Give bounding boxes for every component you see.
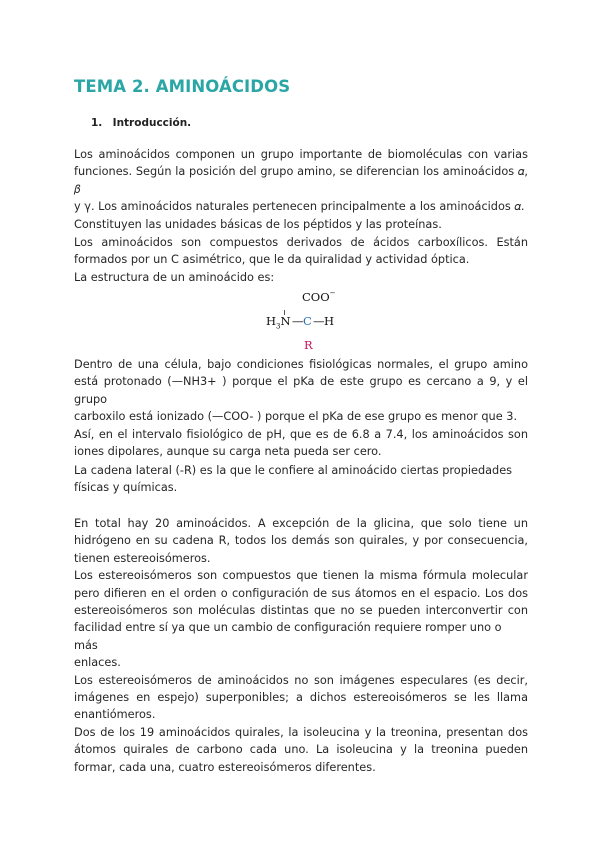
text-line: La estructura de un aminoácido es: <box>74 270 275 284</box>
text-line: está protonado (—NH3+ ) porque el pKa de este grupo es cercano a 9, y el grupo <box>74 375 528 406</box>
text-line: y γ. Los aminoácidos naturales pertenecen principalmente a los aminoácidos 𝛼. <box>74 200 525 214</box>
paragraph-physiology <box>74 356 528 460</box>
text-line: La cadena lateral (-R) es la que le confiere al aminoácido ciertas propiedades <box>74 464 513 477</box>
text-line: enantiómeros. <box>74 708 156 722</box>
text-line: imágenes en espejo) superponibles; a dichos estereoisómeros se les llama <box>74 691 528 705</box>
paragraph-side-chain <box>74 462 528 497</box>
text-line: formados por un C asimétrico, que le da quiralidad y actividad óptica. <box>74 253 470 267</box>
carboxylate-charge: − <box>329 289 336 298</box>
hydrogen: H <box>324 314 335 328</box>
carboxylate-label: COO <box>302 290 330 304</box>
text-line: carboxilo está ionizado (—COO- ) porque el pKa de ese grupo es menor que 3. <box>74 410 518 424</box>
page-title: TEMA 2. AMINOÁCIDOS <box>74 77 291 96</box>
section-label: Introducción. <box>112 117 192 129</box>
text-line: Los aminoácidos componen un grupo importante de biomoléculas con varias <box>74 148 528 161</box>
text-line: Dentro de una célula, bajo condiciones fisiológicas normales, el grupo amino <box>74 358 528 371</box>
text-line: Constituyen las unidades básicas de los péptidos y las proteínas. <box>74 217 442 231</box>
amino-sub: 3 <box>276 322 281 331</box>
text-line: formar, cada una, cuatro estereoisómeros diferentes. <box>74 760 376 774</box>
alpha-carbon: C <box>303 314 312 328</box>
text-line: iones dipolares, aunque su carga neta pueda ser cero. <box>74 445 382 459</box>
text-line: Los estereoisómeros de aminoácidos no son imágenes especulares (es decir, <box>74 673 528 687</box>
text-line: hidrógeno en su cadena R, todos los demás son quirales, y por consecuencia, <box>74 534 528 548</box>
text-line: físicas y químicas. <box>74 481 178 495</box>
text-line: pero difieren en el orden o configuración de sus átomos en el espacio. Los dos <box>74 586 528 600</box>
amino-n: N <box>280 314 291 328</box>
text-line: Así, en el intervalo fisiológico de pH, que es de 6.8 a 7.4, los aminoácidos son <box>74 427 528 441</box>
text-line: átomos quirales de carbono cada uno. La isoleucina y la treonina pueden <box>74 743 528 757</box>
paragraph-definition <box>74 234 528 286</box>
amino-group <box>266 314 291 330</box>
text-line: Dos de los 19 aminoácidos quirales, la isoleucina y la treonina, presentan dos <box>74 725 528 739</box>
amino-h: H <box>266 314 277 328</box>
text-line: enlaces. <box>74 656 121 670</box>
text-line: tienen estereoisómeros. <box>74 551 211 565</box>
section-number: 1. <box>91 117 103 129</box>
text-line: estereoisómeros son moléculas distintas que no se pueden interconvertir con <box>74 604 528 618</box>
text-line: funciones. Según la posición del grupo amino, se diferencian los aminoácidos 𝛼, 𝛽 <box>74 165 528 196</box>
text-line: En total hay 20 aminoácidos. A excepción de la glicina, que solo tiene un <box>74 517 528 530</box>
bond-right: — <box>313 314 325 328</box>
bond-left: — <box>292 314 304 328</box>
text-line: Los aminoácidos son compuestos derivados de ácidos carboxílicos. Están <box>74 236 528 249</box>
carboxylate-group <box>302 290 336 304</box>
r-group: R <box>304 338 313 352</box>
section-heading <box>91 117 191 129</box>
paragraph-intro <box>74 146 528 233</box>
amino-acid-structure <box>262 288 352 350</box>
text-line: Los estereoisómeros son compuestos que tienen la misma fórmula molecular <box>74 569 528 583</box>
text-line: facilidad entre sí ya que un cambio de configuración requiere romper uno o más <box>74 621 502 652</box>
paragraph-stereoisomers <box>74 515 528 776</box>
